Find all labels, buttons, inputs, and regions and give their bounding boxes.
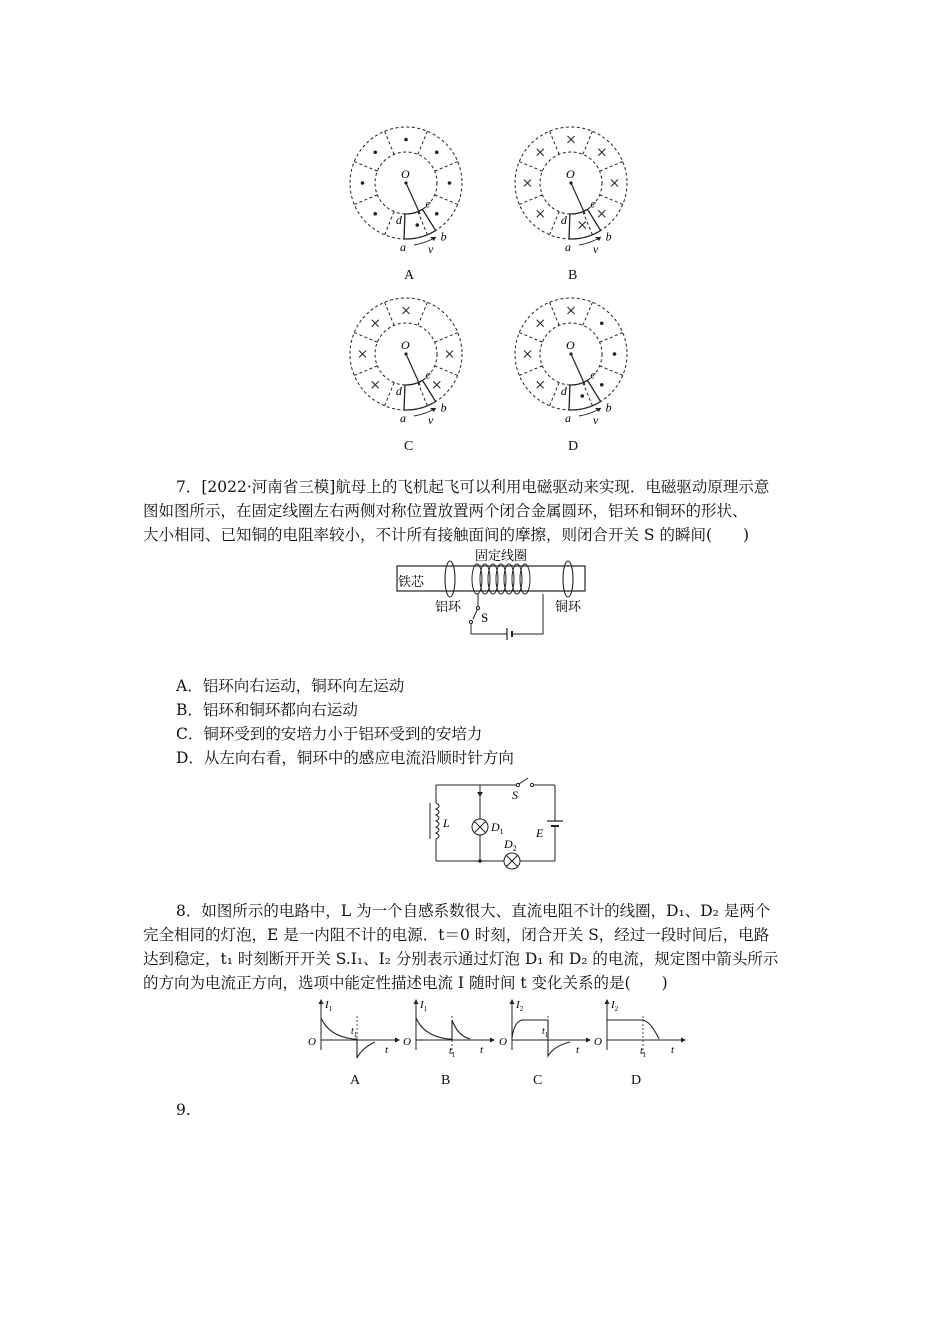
origin-label: O — [499, 1036, 507, 1048]
it-graph — [307, 998, 402, 1068]
ring-panel — [511, 297, 631, 442]
label-v: v — [428, 413, 434, 427]
x-label: t — [576, 1044, 580, 1056]
origin-label: O — [594, 1036, 602, 1048]
inductor-label: L — [443, 816, 450, 830]
field-in-icon — [568, 136, 575, 143]
q7-option-d: D．从左向右看，铜环中的感应电流沿顺时针方向 — [176, 749, 514, 767]
y-label: $I_1$ — [325, 999, 333, 1013]
label-v: v — [428, 242, 434, 256]
field-in-icon — [524, 180, 531, 187]
rod — [571, 354, 585, 385]
q7-option-b: B．铝环和铜环都向右运动 — [176, 701, 358, 719]
al-label: 铝环 — [435, 600, 462, 615]
t1-label: $t_1$ — [351, 1026, 358, 1039]
panel-caption: A — [404, 268, 415, 283]
panel-caption: C — [404, 439, 414, 454]
field-in-icon — [433, 381, 440, 388]
label-v: v — [593, 242, 599, 256]
q7-line2: 图如图所示，在固定线圈左右两侧对称位置放置两个闭合金属圆环，铝环和铜环的形状、 — [143, 502, 748, 520]
lamp-d2-label: $D_2$ — [504, 837, 517, 853]
field-in-icon — [611, 180, 618, 187]
it-graph — [402, 998, 497, 1068]
label-d: d — [560, 383, 567, 398]
x-label: t — [480, 1044, 484, 1056]
center-label: O — [566, 338, 575, 352]
field-out-icon — [600, 383, 604, 387]
q7-line3: 大小相同、已知铜的电阻率较小，不计所有接触面间的摩擦，则闭合开关 S 的瞬间( ) — [143, 526, 750, 544]
label-b: b — [605, 400, 612, 415]
field-out-icon — [448, 181, 452, 185]
cu-label: 铜环 — [555, 600, 582, 615]
field-in-icon — [568, 307, 575, 314]
q7-option-a: A．铝环向右运动，铜环向左运动 — [176, 677, 405, 695]
label-d: d — [395, 212, 402, 227]
label-a: a — [565, 239, 572, 254]
field-out-icon — [580, 394, 584, 398]
x-label: t — [385, 1044, 389, 1056]
label-c: c — [425, 367, 431, 382]
switch-icon — [519, 778, 528, 784]
field-out-icon — [373, 212, 377, 216]
ring-panel — [346, 126, 466, 271]
label-a: a — [400, 410, 407, 425]
field-in-icon — [537, 320, 544, 327]
it-graph — [498, 998, 593, 1068]
lamp-d1-label: $D_1$ — [491, 820, 504, 836]
core-label: 铁芯 — [398, 575, 425, 590]
center-label: O — [401, 167, 410, 181]
y-label: $I_2$ — [516, 999, 524, 1013]
label-a: a — [565, 410, 572, 425]
coil-label: 固定线圈 — [475, 549, 528, 564]
field-in-icon — [537, 381, 544, 388]
rod — [571, 183, 585, 214]
label-v: v — [593, 413, 599, 427]
field-out-icon — [435, 150, 439, 154]
t1-label: $t_1$ — [449, 1046, 456, 1059]
field-in-icon — [372, 381, 379, 388]
field-out-icon — [600, 321, 604, 325]
battery-label: E — [536, 826, 544, 840]
graph-caption: A — [350, 1073, 361, 1088]
center-label: O — [401, 338, 410, 352]
field-in-icon — [598, 210, 605, 217]
y-label: $I_1$ — [420, 999, 428, 1013]
origin-label: O — [308, 1036, 316, 1048]
label-c: c — [590, 196, 596, 211]
field-out-icon — [613, 352, 617, 356]
graph-caption: B — [441, 1073, 451, 1088]
field-out-icon — [415, 223, 419, 227]
q8-line3: 达到稳定，t₁ 时刻断开开关 S.I₁、I₂ 分别表示通过灯泡 D₁ 和 D₂ 的电流，规定图中箭头所示 — [143, 950, 779, 968]
switch-label: S — [512, 788, 518, 802]
q8-line2: 完全相同的灯泡，E 是一内阻不计的电源．t＝0 时刻，闭合开关 S，经过一段时间后，电路 — [143, 926, 770, 944]
label-b: b — [605, 229, 612, 244]
field-in-icon — [537, 210, 544, 217]
field-in-icon — [372, 320, 379, 327]
label-d: d — [395, 383, 402, 398]
field-out-icon — [404, 138, 408, 142]
field-in-icon — [403, 307, 410, 314]
q8-line4: 的方向为电流正方向，选项中能定性描述电流 I 随时间 t 变化关系的是( ) — [143, 974, 668, 992]
current-arrow-icon — [477, 792, 483, 797]
center-label: O — [566, 167, 575, 181]
label-c: c — [590, 367, 596, 382]
figure-coil — [395, 546, 595, 641]
field-out-icon — [373, 150, 377, 154]
q8-line1: 8．如图所示的电路中，L 为一个自感系数很大、直流电阻不计的线圈，D₁、D₂ 是两个 — [176, 902, 771, 920]
figure-circuit — [420, 775, 570, 880]
inductor-icon — [436, 803, 439, 839]
q7-line1: 7．[2022·河南省三模]航母上的飞机起飞可以利用电磁驱动来实现．电磁驱动原理示意 — [176, 478, 770, 496]
field-in-icon — [524, 351, 531, 358]
label-b: b — [440, 229, 447, 244]
ring-panel — [511, 126, 631, 271]
q7-option-c: C．铜环受到的安培力小于铝环受到的安培力 — [176, 725, 483, 743]
field-in-icon — [359, 351, 366, 358]
rod — [406, 183, 420, 214]
label-c: c — [425, 196, 431, 211]
iron-core — [397, 566, 585, 591]
rod — [406, 354, 420, 385]
field-in-icon — [446, 351, 453, 358]
ring-panel — [346, 297, 466, 442]
current-curve — [607, 1020, 659, 1039]
q9-number: 9. — [176, 1101, 191, 1119]
field-in-icon — [598, 149, 605, 156]
current-curve — [512, 1020, 570, 1056]
y-label: $I_2$ — [611, 999, 619, 1013]
field-out-icon — [361, 181, 365, 185]
field-in-icon — [537, 149, 544, 156]
current-curve — [416, 1018, 470, 1039]
x-label: t — [671, 1044, 675, 1056]
field-in-icon — [579, 222, 586, 229]
origin-label: O — [403, 1036, 411, 1048]
field-out-icon — [435, 212, 439, 216]
panel-caption: D — [568, 439, 579, 454]
label-a: a — [400, 239, 407, 254]
label-d: d — [560, 212, 567, 227]
t1-label: $t_1$ — [542, 1026, 549, 1039]
current-curve — [321, 1018, 375, 1058]
panel-caption: B — [568, 268, 578, 283]
graph-caption: D — [631, 1073, 642, 1088]
label-b: b — [440, 400, 447, 415]
coil — [472, 564, 530, 594]
it-graph — [593, 998, 688, 1068]
graph-caption: C — [533, 1073, 543, 1088]
t1-label: $t_1$ — [640, 1046, 647, 1059]
switch-label: S — [481, 610, 489, 625]
